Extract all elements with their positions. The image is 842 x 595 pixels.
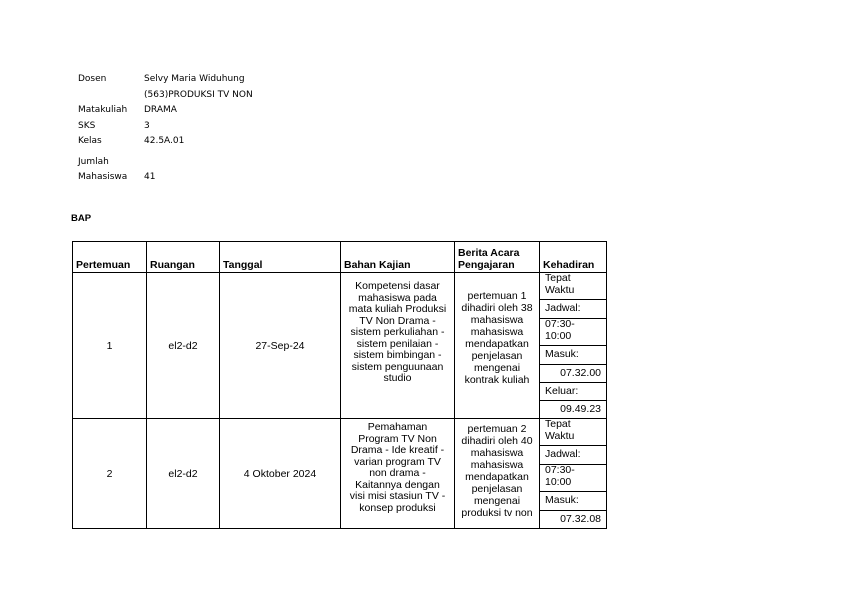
header-berita-line1: Berita Acara [458,247,520,259]
matakuliah-value-line1: (563)PRODUKSI TV NON [144,89,253,100]
kelas-value: 42.5A.01 [144,136,185,146]
bap-table [72,241,607,529]
row2-berita-acara: pertemuan 2 dihadiri oleh 40 mahasiswa mahasiswa mendapatkan penjelasan mengenai produksi tv non [455,419,540,529]
info-row-sks [78,119,253,135]
header-kehadiran: Kehadiran [540,242,607,273]
jumlah-label-line2: Mahasiswa [78,172,128,182]
row1-bahan-kajian: Kompetensi dasar mahasiswa pada mata kuliah Produksi TV Non Drama - sistem perkuliahan - sistem penilaian - sistem bimbingan - sistem penguunaan studio [341,273,455,419]
row1-status: Tepat Waktu [540,273,606,300]
sks-label: SKS [78,120,96,131]
info-row-jumlah-1 [78,155,253,171]
row1-berita-acara: pertemuan 1 dihadiri oleh 38 mahasiswa mahasiswa mendapatkan penjelasan mengenai kontrak kuliah [455,273,540,419]
row2-kehadiran [540,419,607,529]
row1-keluar-label: Keluar: [540,383,606,401]
row1-masuk-value: 07.32.00 [540,365,606,383]
row1-ruangan: el2-d2 [147,273,220,419]
header-pertemuan: Pertemuan [73,242,147,273]
table-header-row [73,242,607,273]
row2-masuk-label: Masuk: [540,492,606,511]
header-ruangan: Ruangan [147,242,220,273]
header-berita-line2: Pengajaran [458,259,515,271]
info-row-kelas [78,134,253,150]
table-row [73,419,607,529]
sks-value: 3 [144,120,150,131]
row1-tanggal: 27-Sep-24 [220,273,341,419]
row2-masuk-value: 07.32.08 [560,513,601,525]
info-row-jumlah-2 [78,170,253,186]
row2-jadwal-label: Jadwal: [540,446,606,465]
row2-jadwal-value: 07:30- 10:00 [540,465,606,492]
bap-title: BAP [71,213,92,224]
header-bahan-kajian: Bahan Kajian [341,242,455,273]
row1-jadwal-value: 07:30- 10:00 [540,319,606,346]
row1-kehadiran [540,273,607,419]
dosen-value: Selvy Maria Widuhung [144,74,245,84]
course-info [78,72,253,186]
row1-keluar-value: 09.49.23 [560,403,601,415]
matakuliah-label: Matakuliah [78,105,128,115]
matakuliah-value-line2: DRAMA [144,105,177,115]
jumlah-label-line1: Jumlah [78,156,109,167]
table-row [73,273,607,419]
row1-masuk-label: Masuk: [540,346,606,365]
dosen-label: Dosen [78,74,107,84]
jumlah-value: 41 [144,172,156,182]
row1-jadwal-label: Jadwal: [540,300,606,319]
row2-bahan-kajian: Pemahaman Program TV Non Drama - Ide kreatif - varian program TV non drama - Kaitannya dengan visi misi stasiun TV - konsep produksi [341,419,455,529]
row2-ruangan: el2-d2 [147,419,220,529]
kelas-label: Kelas [78,136,102,146]
row2-tanggal: 4 Oktober 2024 [220,419,341,529]
row1-pertemuan: 1 [73,273,147,419]
header-tanggal: Tanggal [220,242,341,273]
row2-pertemuan: 2 [73,419,147,529]
info-row-dosen [78,72,253,88]
row2-status: Tepat Waktu [540,419,606,446]
info-row-mk-2 [78,103,253,119]
header-berita-acara [455,242,540,273]
info-row-mk-1 [78,88,253,104]
